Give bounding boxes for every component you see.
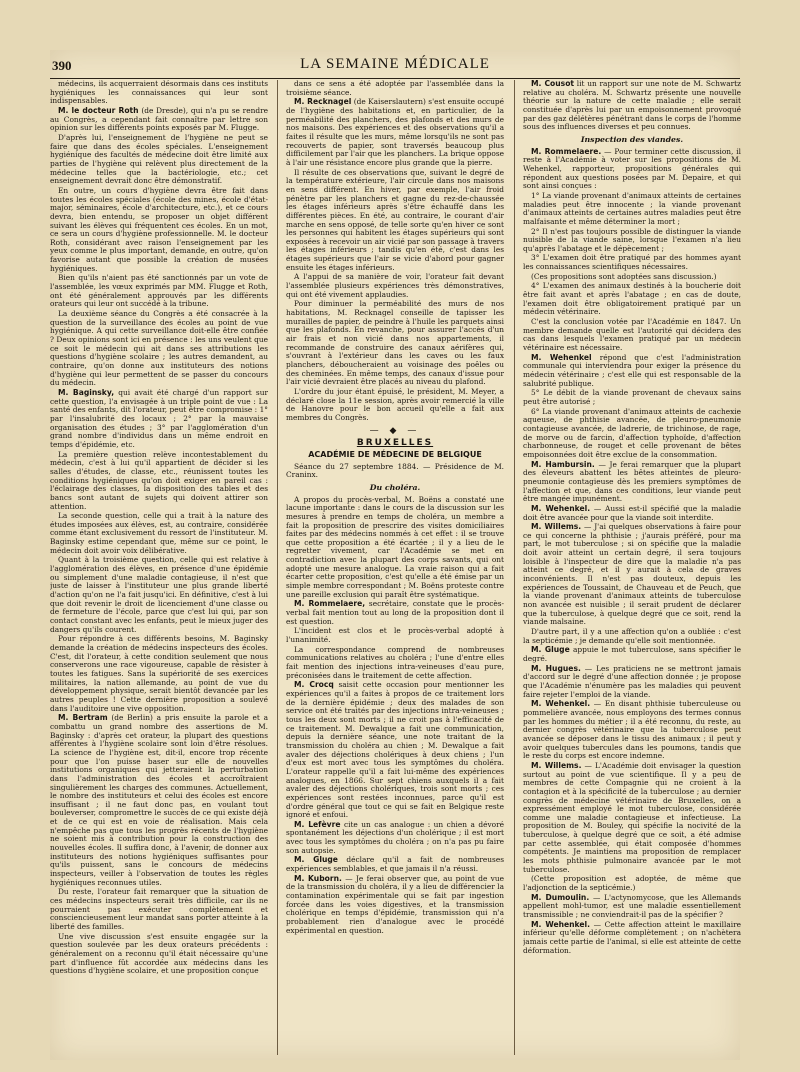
- paragraph-text: répond que c'est l'administration communale qui interviendra pour exiger la présence du médecin vétérinaire ; c'est elle qui est responsable de la salubrité publique.: [523, 352, 741, 388]
- speaker-name: M. Dumoulin.: [531, 892, 590, 902]
- paragraph: [523, 762, 741, 875]
- paragraph-text: — J'ai quelques observations à faire pour ce qui concerne la phthisie ; j'aurais préféré, pour ma part, le mot tuberculose ; si on spécifie que la maladie doit avoir atteint un certain degré, il sera toujours loisible à l'inspecteur de dire que la maladie n'a pas atteint ce degré, et il y aurait à cela de graves inconvénients. Il n'est pas douteux, depuis les expériences de Toussaint, de Chauveau et de Peuch, que la viande provenant d'animaux atteints de tuberculose non avancée est nuisible ; il serait prudent de déclarer que la tuberculose, à quelque degré que ce soit, rend la viande malsaine.: [523, 522, 741, 627]
- text-columns: [50, 80, 740, 1055]
- paragraph-text: A propos du procès-verbal, M. Boëns a constaté une lacune importante : dans le cours de la discussion sur les mesures à prendre en temps de choléra, un membre a fait la proposition de prescrire des visites domiciliaires faites par des médecins nommés à cet effet : il se trouve que cette proposition a été écartée ; il y a lieu de le regretter vivement, car l'Académie se met en contradiction avec la plupart des corps savants, qui ont adopté une mesure analogue. La vraie raison qui a fait écarter cette proposition, c'est qu'elle a été émise par un simple membre correspondant ; M. Boëns proteste contre une pareille exclusion qui paraît être systématique.: [286, 494, 504, 599]
- paragraph: [523, 228, 741, 254]
- speaker-name: M. Cousot: [531, 80, 575, 88]
- column-divider: [514, 80, 515, 1055]
- paragraph-text: (Ces propositions sont adoptées sans discussion.): [531, 271, 717, 281]
- speaker-name: M. Rommelaere,: [294, 599, 366, 609]
- paragraph: [523, 628, 741, 645]
- topic-heading: Du choléra.: [369, 482, 421, 492]
- paragraph-text: Du reste, l'orateur fait remarquer que la situation de ces médecins inspecteurs serait très difficile, car ils ne pourraient pas exécuter complètement et consciencieusement leur mandat sans porter atteinte à la liberté des familles.: [50, 887, 268, 931]
- speaker-name: M. Baginsky,: [58, 387, 115, 397]
- paragraph-text: — Je ferai remarquer que la plupart des éleveurs abattent les bêtes atteintes de pleuro-pneumonie contagieuse dès les premiers symptômes de l'affection et que, dans ces conditions, leur viande peut être mangée impunément.: [523, 459, 741, 504]
- speaker-name: M. Crocq: [294, 680, 334, 690]
- subsection-heading: Inspection des viandes.: [580, 134, 684, 144]
- paragraph-text: Pour diminuer la perméabilité des murs de nos habitations, M. Recknagel conseille de tapisser les murailles de papier, de peindre à l'huile les parquets ainsi que les plafonds. En revanche, pour assurer l'accès d'un air frais et non vicié dans nos appartements, il recommande de construire des canaux aérifères qui, s'ouvrant à l'extérieur dans les caves ou les faux planchers, déboucheraient au voisinage des poêles ou des cheminées. En même temps, des canaux d'issue pour l'air vicié devraient être placés au niveau du plafond.: [286, 299, 504, 387]
- speaker-name: M. Gluge: [294, 855, 338, 865]
- paragraph-text: L'ordre du jour étant épuisé, le président, M. Meyer, a déclaré close la 11e session, après avoir remercié la ville de Hanovre pour le bon accueil qu'elle a fait aux membres du Congrès.: [286, 386, 504, 422]
- paragraph: [523, 700, 741, 761]
- paragraph-text: (Cette proposition est adoptée, de même que l'adjonction de la septicémie.): [523, 874, 741, 893]
- paragraph-text: cite un cas analogue : un chien a dévoré spontanément les déjections d'un cholérique ; il est mort avec tous les symptômes du choléra ; on n'a pas pu faire son autopsie.: [286, 819, 504, 855]
- paragraph-text: Une vive discussion s'est ensuite engagée sur la question soulevée par les deux orateurs précédents : généralement on a reconnu qu'il était nécessaire qu'une part d'influence fût accordée aux médecins dans les questions d'hygiène scolaire, et une proposition conçue: [50, 931, 268, 976]
- column-2-top-text: [286, 80, 504, 423]
- column-2: [286, 80, 504, 1055]
- paragraph-text: (de Berlin) a pris ensuite la parole et a combattu un grand nombre des assertions de M. Baginsky : d'après cet orateur, la plupart des questions afférentes à l'hygiène scolaire sont loin d'être résolues. La science de l'hygiène est, dit-il, encore trop récente pour que l'on puisse baser sur elle de nouvelles institutions organiques qui jetteraient la perturbation dans l'administration des écoles et accroîtraient singulièrement les charges des communes. Actuellement, le nombre des instituteurs et celui des écoles est encore insuffisant ; il ne faut donc pas, en voulant tout bouleverser, compromettre le succès de ce qui existe déjà et de ce qui est en voie de réalisation. Mais cela n'empêche pas que tous les progrès récents de l'hygiène ne soient mis à contribution pour la construction des nouvelles écoles. Il suffira donc, à l'avenir, de donner aux instituteurs des notions hygiéniques suffisantes pour qu'ils puissent, sans le concours de médecins inspecteurs, veiller à l'observation de toutes les règles hygiéniques reconnues utiles.: [50, 713, 268, 887]
- paragraph: [50, 134, 268, 186]
- paragraph-text: 6° La viande provenant d'animaux atteints de cachexie aqueuse, de phthisie avancée, de pleuro-pneumonie contagieuse avancée, de ladrerie, de trichinose, de rage, de morve ou de farcin, d'affection typhoïde, d'affection charbonneuse, de rouget et celle provenant de bêtes empoisonnées doit être exclue de la consommation.: [523, 406, 741, 459]
- speaker-name: M. Rommelaere.: [531, 146, 602, 156]
- page-header: [50, 54, 740, 76]
- speaker-name: M. Lefèvre: [294, 819, 341, 829]
- paragraph: [286, 169, 504, 273]
- paragraph: [286, 80, 504, 97]
- paragraph: [286, 627, 504, 644]
- page-number: 390: [52, 58, 72, 73]
- paragraph: [523, 461, 741, 504]
- speaker-name: M. Wehenkel: [531, 352, 592, 362]
- paragraph-text: — Je ferai observer que, au point de vue de la transmission du choléra, il y a lieu de différencier la contamination expérimentale qui se fait par ingestion forcée dans les voies digestives, et la transmission cholérique en temps d'épidémie, transmission qui n'a probablement rien d'analogue avec le procédé expérimental en question.: [286, 873, 504, 935]
- paragraph-text: dans ce sens a été adoptée par l'assemblée dans la troisième séance.: [286, 80, 504, 97]
- paragraph-text: 4° L'examen des animaux destinés à la boucherie doit être fait avant et après l'abatage ; en cas de doute, l'examen doit être obligatoirement pratiqué par un médecin vétérinaire.: [523, 281, 741, 317]
- paragraph: [50, 714, 268, 887]
- column-2-bottom-text: [286, 496, 504, 936]
- paragraph: [286, 98, 504, 167]
- paragraph: [286, 646, 504, 681]
- paragraph-text: — Pour terminer cette discussion, il reste à l'Académie à voter sur les propositions de M. Wehenkel, rapporteur, propositions générales qui répondent aux questions posées par M. Depaire, et qui sont ainsi conçues :: [523, 146, 741, 191]
- paragraph: [523, 254, 741, 271]
- paragraph-text: (de Kaiserslautern) s'est ensuite occupé de l'hygiène des habitations et, en particulier, de la perméabilité des planchers, des plafonds et des murs de nos maisons. Des expériences et des observations qu'il a faites il résulte que les murs, même lorsqu'ils ne sont pas recouverts de papier, sont traversés beaucoup plus difficilement par l'air que les planchers. La brique oppose à l'air une résistance encore plus grande que la pierre.: [286, 97, 504, 167]
- paragraph: [286, 681, 504, 820]
- column-divider: [277, 80, 278, 1055]
- newspaper-page: [50, 50, 740, 1060]
- paragraph: [286, 856, 504, 873]
- academy-title: ACADÉMIE DE MÉDECINE DE BELGIQUE: [308, 449, 482, 459]
- column-3: [523, 80, 741, 1055]
- paragraph-text: déclare qu'il a fait de nombreuses expériences semblables, et que jamais il n'a réussi.: [286, 855, 504, 874]
- paragraph: [50, 187, 268, 274]
- column-1: [50, 80, 268, 1055]
- paragraph: [50, 451, 268, 512]
- paragraph: [286, 821, 504, 856]
- paragraph-text: saisit cette occasion pour mentionner les expériences qu'il a faites à propos de ce traitement lors de la dernière épidémie ; deux des malades de son service ont été traités par des injections intra-veineuses ; tous les deux sont morts ; il ne croit pas à l'efficacité de ce traitement. M. Dewalque a fait une communication, depuis la dernière séance, une note traitant de la transmission du choléra au chien ; M. Dewalque a fait avaler des déjections cholériques à deux chiens ; l'un d'eux est mort avec tous les symptômes du choléra. L'orateur rappelle qu'il a fait lui-même des expériences analogues, en 1866. Sur sept chiens auxquels il a fait avaler des déjections cholériques, trois sont morts ; ces expériences sont restées inconnues, parce qu'il est d'ordre général que tout ce qui se fait en Belgique reste ignoré et enfoui.: [286, 680, 504, 820]
- paragraph: [523, 408, 741, 460]
- paragraph-text: qui avait été chargé d'un rapport sur cette question, l'a envisagée à un triple point de vue : La santé des enfants, dit l'orateur, peut être compromise : 1° par l'insalubrité des locaux ; 2° par la mauvaise organisation des études ; 3° par l'agglomération d'un grand nombre d'individus dans un même endroit en temps d'épidémie, etc.: [50, 387, 268, 449]
- paragraph: [50, 888, 268, 931]
- paragraph: [523, 80, 741, 132]
- paragraph: [523, 646, 741, 663]
- paragraph-text: — Aussi est-il spécifié que la maladie doit être avancée pour que la viande soit interdite.: [523, 503, 741, 522]
- paragraph-text: 5° Le débit de la viande provenant de chevaux sains peut être autorisé ;: [523, 388, 741, 406]
- paragraph-text: — Cette affection atteint le maxillaire inférieur qu'elle déforme complètement ; on n'achètera jamais cette partie de l'animal, si elle est atteinte de cette déformation.: [523, 919, 741, 955]
- paragraph-text: — L'actynomycose, que les Allemands appellent mohl-tumor, est une maladie essentiellement transmissible ; ne conviendrait-il pas de la spécifier ?: [523, 892, 741, 920]
- paragraph: [286, 875, 504, 936]
- paragraph: [523, 354, 741, 389]
- paragraph: [50, 635, 268, 713]
- paragraph-text: — Les praticiens ne se mettront jamais d'accord sur le degré d'une affection donnée ; je propose que l'Académie n'énumère pas les maladies qui peuvent faire rejeter l'emploi de la viande.: [523, 663, 741, 699]
- speaker-name: M. Kuborn.: [294, 873, 342, 883]
- ornament-divider: — ◆ —: [369, 425, 421, 436]
- speaker-name: M. le docteur Roth: [58, 105, 139, 115]
- speaker-name: M. Bertram: [58, 713, 108, 723]
- speaker-name: M. Wehenkel.: [531, 699, 591, 709]
- paragraph: [523, 665, 741, 700]
- paragraph: [50, 512, 268, 555]
- paragraph-text: — En disant phthisie tuberculeuse ou pommelière avancée, nous employons des termes connus par les hommes du métier ; il a été reconnu, du reste, au dernier congrès vétérinaire que la tuberculose peut avancée se déposer dans le tissu des animaux ; il peut y avoir quelques tubercules dans les poumons, tandis que le reste du corps est encore indemne.: [523, 699, 741, 761]
- section-title: BRUXELLES: [356, 438, 434, 449]
- paragraph: [50, 274, 268, 309]
- paragraph-text: 3° L'examen doit être pratiqué par des hommes ayant les connaissances scientifiques nécessaires.: [523, 253, 741, 272]
- paragraph-text: En outre, un cours d'hygiène devra être fait dans toutes les écoles spéciales (école des mines, école d'état-major, séminaires, école d'architecture, etc.), et ce cours devra, bien entendu, se proposer un objet différent suivant les élèves qui fréquentent ces écoles. En un mot, ce sera un cours d'hygiène professionnelle. M. le docteur Roth, considérant avec raison l'enseignement par les yeux comme le plus important, demande, en outre, qu'on favorise autant que possible la création de musées hygiéniques.: [50, 185, 268, 273]
- paragraph-text: La première question relève incontestablement du médecin, c'est à lui qu'il appartient de décider si les salles d'études, de classe, etc., réunissent toutes les conditions hygiéniques qu'on doit exiger en pareil cas : l'éclairage des classes, la disposition des tables et des bancs sont autant de sujets qui doivent attirer son attention.: [50, 449, 268, 511]
- paragraph: [523, 282, 741, 317]
- paragraph-text: — L'Académie doit envisager la question surtout au point de vue scientifique. Il y a peu de membres de cette Compagnie qui ne croient à la contagion et à la spécificité de la tuberculose ; au dernier congrès de médecine vétérinaire de Bruxelles, on a expressément employé le mot tuberculose, considérée comme une maladie contagieuse et infectieuse. La proposition de M. Bouley, qui spécifie la nocivité de la tuberculose, à quelque degré que ce soit, a été admise par cette assemblée, qui était composée d'hommes compétents. Je maintiens ma proposition de remplacer les mots phthisie pulmonaire avancée par le mot tuberculose.: [523, 760, 741, 874]
- paragraph: [286, 600, 504, 626]
- paragraph: [523, 389, 741, 406]
- paragraph-text: A l'appui de sa manière de voir, l'orateur fait devant l'assemblée plusieurs expériences très démonstratives, qui ont été vivement applaudies.: [286, 272, 504, 299]
- paragraph: [523, 875, 741, 892]
- journal-title: LA SEMAINE MÉDICALE: [300, 56, 490, 72]
- paragraph-text: D'autre part, il y a une affection qu'on a oubliée : c'est la septicémie ; je demande qu'elle soit mentionnée.: [523, 627, 741, 645]
- paragraph: [50, 389, 268, 450]
- paragraph-text: Pour répondre à ces différents besoins, M. Baginsky demande la création de médecins inspecteurs des écoles. C'est, dit l'orateur, à cette condition seulement que nous conserverons une race vigoureuse, capable de résister à toutes les fatigues. Sans la supériorité de ses exercices militaires, la nation allemande, au point de vue du développement physique, serait bientôt devancée par les autres peuples ! Cette dernière proposition a soulevé dans l'auditoire une vive opposition.: [50, 634, 268, 713]
- paragraph: [50, 80, 268, 106]
- session-line: Séance du 27 septembre 1884. — Présidence de M. Craninx.: [286, 461, 504, 480]
- header-rule: [50, 78, 740, 79]
- paragraph-text: lit un rapport sur une note de M. Schwartz relative au choléra. M. Schwartz présente une nouvelle théorie sur la nature de cette maladie ; elle serait constituée d'après lui par un empoisonnement provoqué par des gaz délétères pénétrant dans le corps de l'homme sous des influences diverses et peu connues.: [523, 80, 741, 132]
- paragraph-text: 1° La viande provenant d'animaux atteints de certaines maladies peut être innocente ; la viande provenant d'animaux atteints de certaines autres maladies peut être malfaisante et même déterminer la mort ;: [523, 190, 741, 226]
- paragraph: [523, 318, 741, 353]
- paragraph-text: 2° Il n'est pas toujours possible de distinguer la viande nuisible de la viande saine, lorsque l'examen n'a lieu qu'après l'abatage et le dépècement ;: [523, 226, 741, 253]
- paragraph-text: La deuxième séance du Congrès a été consacrée à la question de la surveillance des écoles au point de vue hygiénique. A qui cette surveillance doit-elle être confiée ? Deux opinions sont ici en présence : les uns veulent que ce soit le médecin qui ait dans ses attributions les questions d'hygiène scolaire ; les autres demandent, au contraire, qu'on donne aux instituteurs des notions d'hygiène qui leur permettent de se passer du concours du médecin.: [50, 309, 268, 388]
- paragraph: [286, 496, 504, 600]
- paragraph-text: La seconde question, celle qui a trait à la nature des études imposées aux élèves, est, au contraire, considérée comme étant exclusivement du ressort de l'instituteur. M. Baginsky estime cependant que, même sur ce point, le médecin doit avoir voix délibérative.: [50, 511, 268, 555]
- paragraph-text: La correspondance comprend de nombreuses communications relatives au choléra ; l'une d'entre elles fait mention des injections intra-veineuses d'eau pure, préconisées dans le traitement de cette affection.: [286, 644, 504, 680]
- paragraph: [286, 300, 504, 387]
- paragraph-text: appuie le mot tuberculose, sans spécifier le degré.: [523, 645, 741, 663]
- paragraph: [523, 148, 741, 191]
- paragraph: [523, 505, 741, 522]
- paragraph-text: D'après lui, l'enseignement de l'hygiène ne peut se faire que dans des écoles spéciales. L'enseignement hygiénique des facultés de médecine doit être limité aux parties de l'hygiène qui relèvent plus directement de la médecine telles que la bactériologie, etc.; cet enseignement devrait donc être démonstratif.: [50, 132, 268, 186]
- paragraph-text: Il résulte de ces observations que, suivant le degré de la température extérieure, l'air circule dans nos maisons en sens différent. En hiver, par exemple, l'air froid pénètre par les planchers et gagne du rez-de-chaussée les étages inférieurs après s'être échauffé dans les différentes pièces. En été, au contraire, le courant d'air marche en sens opposé, de telle sorte qu'en hiver ce sont les personnes qui habitent les étages supérieurs qui sont exposées à recevoir un air vicié par son passage à travers les étages inférieurs ; tandis qu'en été, c'est dans les étages supérieurs que l'air se vicie d'abord pour gagner ensuite les étages inférieurs.: [286, 167, 504, 272]
- paragraph-text: Quant à la troisième question, celle qui est relative à l'agglomération des élèves, en présence d'une épidémie ou simplement d'une maladie contagieuse, il n'est que juste de laisser à l'instituteur une plus grande liberté d'action qu'on ne l'a fait jusqu'ici. En définitive, c'est à lui que doit revenir le droit de licenciement d'une classe ou de fermeture de l'école, parce que c'est lui qui, par son contact constant avec les enfants, peut le mieux juger des dangers qu'ils courent.: [50, 555, 268, 634]
- paragraph: [50, 933, 268, 976]
- paragraph-text: médecins, ils acquerraient désormais dans ces instituts hygiéniques les connaissances qui leur sont indispensables.: [50, 80, 268, 106]
- paragraph: [523, 523, 741, 627]
- speaker-name: M. Gluge: [531, 645, 570, 655]
- speaker-name: M. Recknagel: [294, 97, 352, 107]
- paragraph-text: (de Dresde), qui n'a pu se rendre au Congrès, a cependant fait connaître par lettre son opinion sur les différents points exposés par M. Flugge.: [50, 105, 268, 133]
- paragraph: [523, 921, 741, 956]
- paragraph-text: secrétaire, constate que le procès-verbal fait mention tout au long de la proposition dont il est question.: [286, 599, 504, 626]
- paragraph: [50, 310, 268, 388]
- paragraph-text: Bien qu'ils n'aient pas été sanctionnés par un vote de l'assemblée, les vœux exprimés par MM. Flugge et Roth, ont été généralement approuvés par les différents orateurs qui leur ont succédé à la tribune.: [50, 273, 268, 309]
- paragraph: [50, 556, 268, 634]
- speaker-name: M. Willems.: [531, 760, 582, 770]
- speaker-name: M. Hugues.: [531, 663, 581, 673]
- paragraph: [286, 273, 504, 299]
- paragraph: [286, 388, 504, 423]
- speaker-name: M. Willems.: [531, 522, 582, 532]
- speaker-name: M. Wehenkel.: [531, 919, 591, 929]
- paragraph-text: L'incident est clos et le procès-verbal adopté à l'unanimité.: [286, 626, 504, 645]
- paragraph: [523, 192, 741, 227]
- paragraph: [50, 107, 268, 133]
- paragraph: [523, 273, 741, 282]
- speaker-name: M. Hambursin.: [531, 459, 595, 469]
- paragraph-text: C'est la conclusion votée par l'Académie en 1847. Un membre demande quelle est l'autorité qui décidera des cas dans lesquels l'examen pratiqué par un médecin vétérinaire est nécessaire.: [523, 317, 741, 353]
- paragraph: [523, 894, 741, 920]
- speaker-name: M. Wehenkel.: [531, 503, 591, 513]
